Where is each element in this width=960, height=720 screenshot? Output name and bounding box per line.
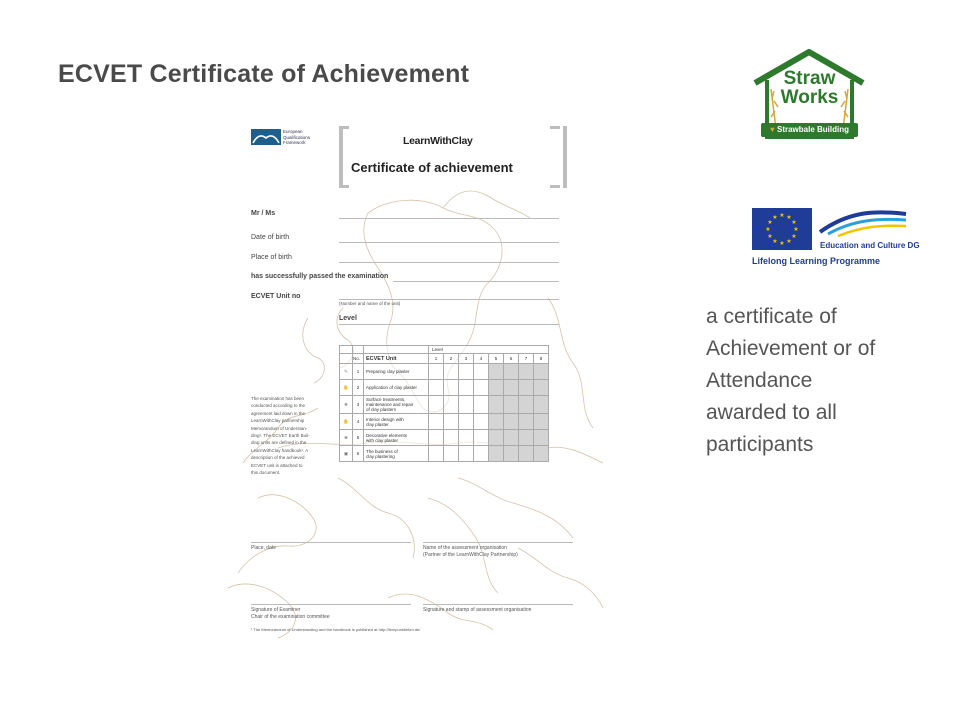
unit-pictogram-icon: ❀ — [340, 430, 353, 446]
level-col-2: 2 — [444, 354, 459, 364]
unit-pictogram-icon: ✎ — [340, 364, 353, 380]
level-col-1: 1 — [429, 354, 444, 364]
ecvet-units-table — [339, 345, 549, 462]
eu-llp-logo — [752, 208, 932, 270]
certificate-image — [218, 118, 608, 643]
footnote: ¹ The Memorandum of Understanding and the handbook is published at http://lernpunktlehm.de/ — [251, 627, 421, 632]
field-mr-ms: Mr / Ms — [251, 210, 276, 217]
svg-text:★: ★ — [772, 214, 778, 221]
examination-note: The examination has been conducted according to the agreement laid down in the LearnWithClay partnership Memorandum of Understan- ding¹. The ECVET Earth Buil- ding units are defined in the LearnWithClay handbook¹. A description of the achieved ECVET unit is attached to this document. — [251, 396, 310, 476]
lifelong-learning-swoosh-icon — [818, 208, 908, 238]
org-signature-label: Signature and stamp of assessment organisation — [423, 607, 532, 613]
level-col-8: 8 — [534, 354, 549, 364]
svg-text:★: ★ — [791, 219, 797, 226]
eqf-label: European Qualifications Framework — [283, 129, 311, 145]
table-row: ▣ 6 The business of clay plastering — [340, 446, 549, 462]
svg-text:★: ★ — [786, 214, 792, 221]
level-col-7: 7 — [519, 354, 534, 364]
svg-text:★: ★ — [765, 226, 771, 233]
table-level-header: Level — [429, 346, 549, 354]
table-row: ❀ 5 Decorative elements with clay plaster — [340, 430, 549, 446]
strawworks-wordmark: Straw Works — [780, 68, 839, 108]
field-place-of-birth: Place of birth — [251, 254, 292, 261]
unit-pictogram-icon: ▣ — [340, 446, 353, 462]
table-unit-header: ECVET Unit — [364, 354, 429, 364]
svg-text:★: ★ — [772, 238, 778, 245]
level-col-6: 6 — [504, 354, 519, 364]
strawworks-banner: ♥ Strawbale Building — [770, 125, 849, 134]
certificate-description: a certificate of Achievement or of Attendance awarded to all participants — [706, 305, 876, 456]
field-ecvet-unit-no: ECVET Unit no — [251, 293, 301, 300]
table-row: ✎ 1 Preparing clay plaster — [340, 364, 549, 380]
eqf-logo-icon — [251, 129, 281, 145]
unit-pictogram-icon: ✋ — [340, 414, 353, 430]
table-row: ✋ 2 Application of clay plaster — [340, 380, 549, 396]
examiner-signature-label: Signature of Examiner Chair of the examination committee — [251, 607, 330, 620]
slide-title: ECVET Certificate of Achievement — [58, 60, 470, 88]
unit-pictogram-icon: ❖ — [340, 396, 353, 414]
learnwithclay-brand: LearnWithClay — [403, 135, 473, 147]
table-row: ❖ 3 Surface treatments, maintenance and repair of clay plasters — [340, 396, 549, 414]
strawworks-logo — [752, 49, 867, 141]
certificate-heading: Certificate of achievement — [351, 160, 513, 175]
lifelong-learning-label: Lifelong Learning Programme — [752, 256, 881, 266]
field-unit-hint: (Number and name of the unit) — [339, 301, 401, 306]
level-col-4: 4 — [474, 354, 489, 364]
svg-text:★: ★ — [779, 212, 785, 219]
svg-text:★: ★ — [786, 238, 792, 245]
field-passed-examination: has successfully passed the examination — [251, 273, 389, 280]
field-date-of-birth: Date of birth — [251, 234, 290, 241]
table-no-header: No. — [353, 354, 364, 364]
level-col-5: 5 — [489, 354, 504, 364]
svg-text:★: ★ — [779, 240, 785, 247]
level-col-3: 3 — [459, 354, 474, 364]
table-row: ✋ 4 Interior design with clay plaster — [340, 414, 549, 430]
heart-icon: ♥ — [770, 125, 775, 134]
unit-pictogram-icon: ✋ — [340, 380, 353, 396]
svg-text:★: ★ — [791, 233, 797, 240]
svg-text:★: ★ — [793, 226, 799, 233]
svg-text:★: ★ — [767, 233, 773, 240]
assessment-org-label: Name of the assessment organisation (Partner of the LearnWithClay Partnership) — [423, 545, 518, 558]
eu-flag-icon — [752, 208, 812, 250]
field-level: Level — [339, 315, 357, 322]
svg-text:★: ★ — [767, 219, 773, 226]
education-culture-label: Education and Culture DG — [820, 241, 920, 250]
place-date-label: Place, date — [251, 545, 277, 551]
